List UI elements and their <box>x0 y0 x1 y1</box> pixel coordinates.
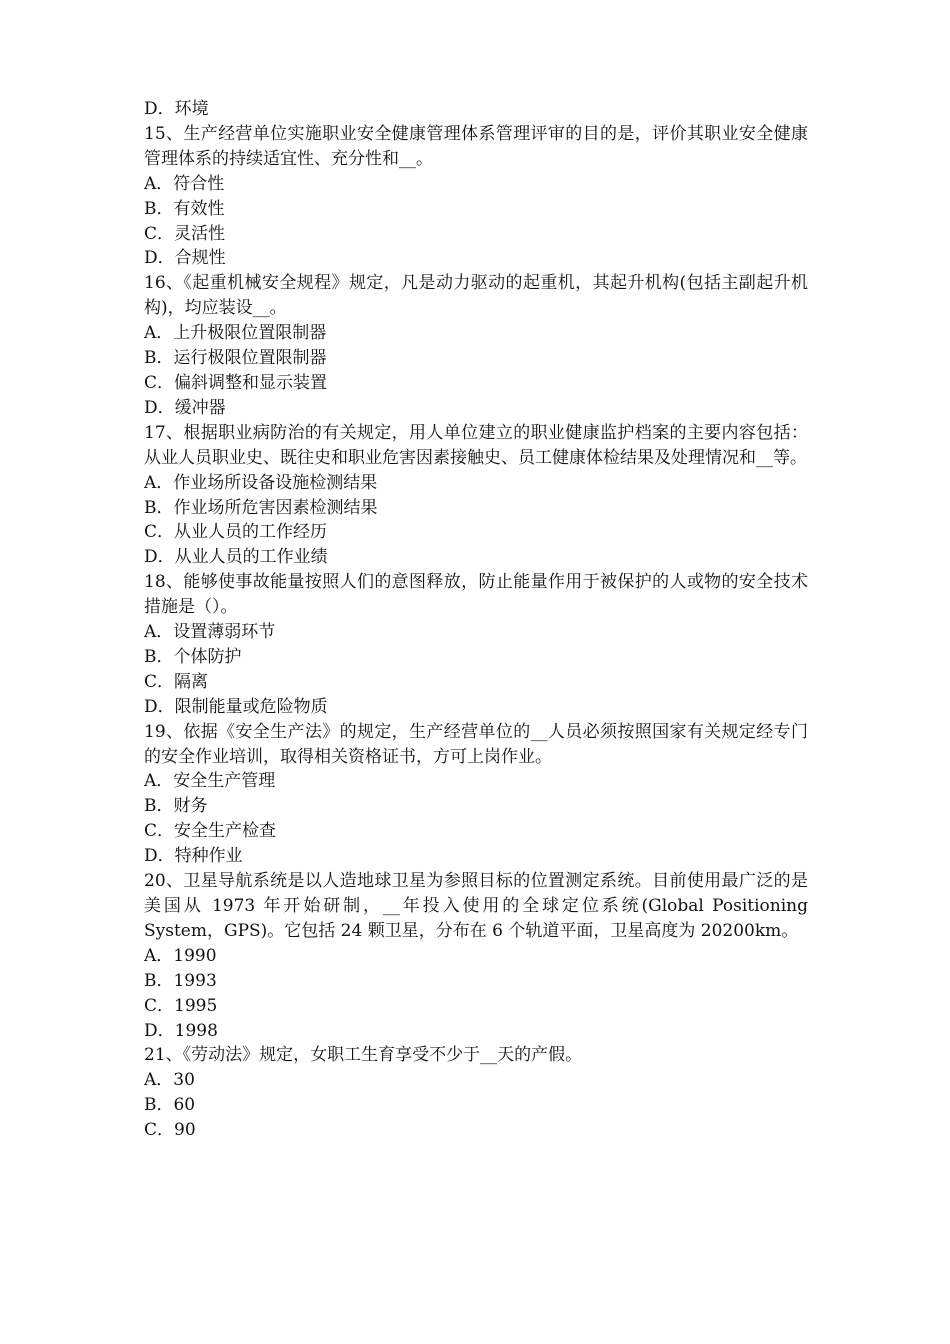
option-c-q21: C．90 <box>144 1120 196 1141</box>
document-body <box>144 97 808 1143</box>
question-19: 19、依据《安全生产法》的规定，生产经营单位的__人员必须按照国家有关规定经专门的安全作业培训，取得相关资格证书，方可上岗作业。 <box>144 721 808 767</box>
option-d-q19: D．特种作业 <box>144 846 243 867</box>
option-a-q21: A．30 <box>144 1070 195 1091</box>
option-b-q16: B．运行极限位置限制器 <box>144 348 327 369</box>
option-b-q20: B．1993 <box>144 970 217 991</box>
question-20: 20、卫星导航系统是以人造地球卫星为参照目标的位置测定系统。目前使用最广泛的是美国从 1973 年开始研制，__年投入使用的全球定位系统(Global Positioning System，GPS)。它包括 24 颗卫星，分布在 6 个轨道平面，卫星高度为 20200km。 <box>144 871 808 941</box>
option-a-q16: A．上升极限位置限制器 <box>144 323 327 344</box>
question-17: 17、根据职业病防治的有关规定，用人单位建立的职业健康监护档案的主要内容包括：从业人员职业史、既往史和职业危害因素接触史、员工健康体检结果及处理情况和__等。 <box>144 422 808 468</box>
option-d-q16: D．缓冲器 <box>144 397 226 418</box>
question-15: 15、生产经营单位实施职业安全健康管理体系管理评审的目的是，评价其职业安全健康管理体系的持续适宜性、充分性和__。 <box>144 123 808 169</box>
option-b-q15: B．有效性 <box>144 198 225 219</box>
option-d-q17: D．从业人员的工作业绩 <box>144 547 328 568</box>
option-b-q21: B．60 <box>144 1095 196 1116</box>
option-a-q18: A．设置薄弱环节 <box>144 622 276 643</box>
question-21: 21、《劳动法》规定，女职工生育享受不少于__天的产假。 <box>144 1045 583 1066</box>
option-b-q18: B．个体防护 <box>144 646 242 667</box>
option-c-q19: C．安全生产检查 <box>144 821 277 842</box>
option-b-q17: B．作业场所危害因素检测结果 <box>144 497 378 518</box>
option-d-q15: D．合规性 <box>144 248 226 269</box>
option-c-q20: C．1995 <box>144 995 218 1016</box>
option-a-q20: A．1990 <box>144 945 217 966</box>
option-d-q20: D．1998 <box>144 1020 218 1041</box>
option-c-q16: C．偏斜调整和显示装置 <box>144 372 328 393</box>
option-d-q18: D．限制能量或危险物质 <box>144 696 328 717</box>
question-18: 18、能够使事故能量按照人们的意图释放，防止能量作用于被保护的人或物的安全技术措施是（）。 <box>144 572 808 618</box>
option-a-q17: A．作业场所设备设施检测结果 <box>144 472 378 493</box>
question-16: 16、《起重机械安全规程》规定，凡是动力驱动的起重机，其起升机构(包括主副起升机构)，均应装设__。 <box>144 273 808 319</box>
option-b-q19: B．财务 <box>144 796 208 817</box>
option-c-q17: C．从业人员的工作经历 <box>144 522 328 543</box>
option-a-q15: A．符合性 <box>144 173 225 194</box>
option-c-q15: C．灵活性 <box>144 223 226 244</box>
option-a-q19: A．安全生产管理 <box>144 771 276 792</box>
option-c-q18: C．隔离 <box>144 671 209 692</box>
option-d-q14: D．环境 <box>144 99 209 119</box>
